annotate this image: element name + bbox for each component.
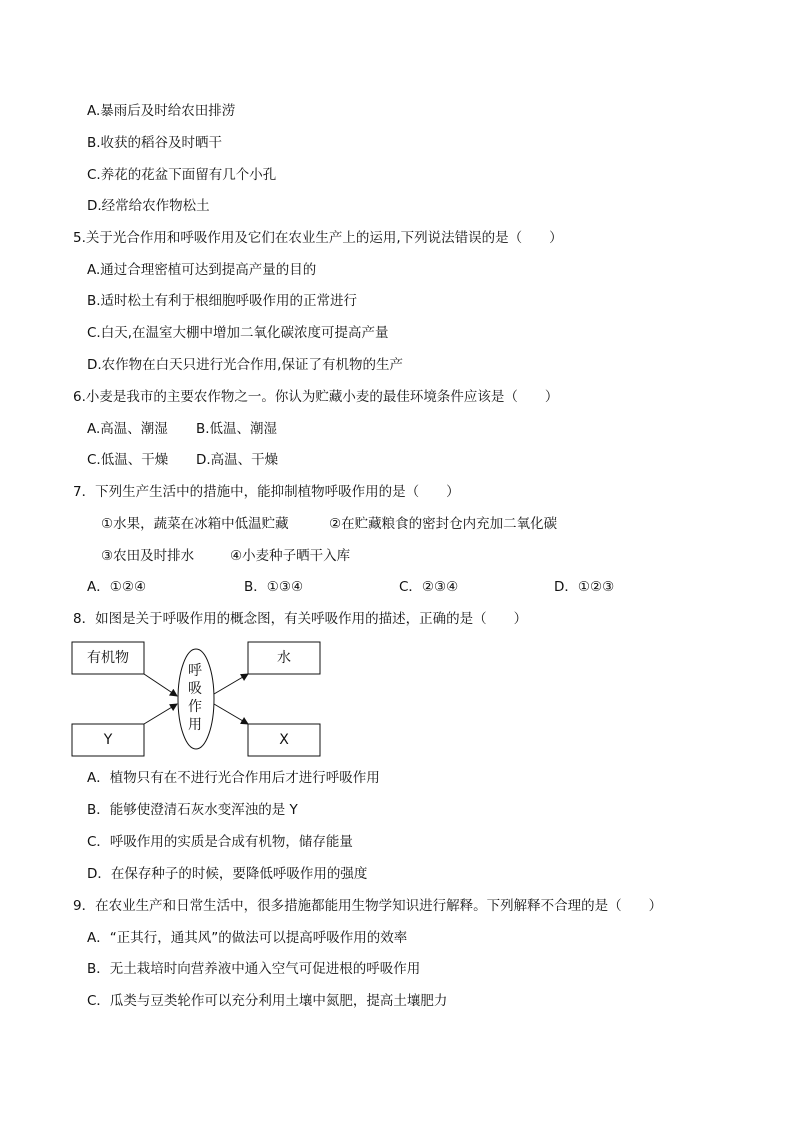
q8-stem: 8．如图是关于呼吸作用的概念图，有关呼吸作用的描述，正确的是（ ） bbox=[73, 611, 528, 627]
q4-option-d: D.经常给农作物松土 bbox=[87, 198, 210, 214]
q9-stem: 9．在农业生产和日常生活中，很多措施都能用生物学知识进行解释。下列解释不合理的是（ ） bbox=[73, 898, 663, 914]
q7-stem: 7．下列生产生活中的措施中，能抑制植物呼吸作用的是（ ） bbox=[73, 484, 460, 500]
label-respiration-char-4: 用 bbox=[188, 717, 202, 733]
arrow-center-to-water bbox=[214, 674, 248, 694]
q7-item-3: ③农田及时排水 bbox=[101, 548, 195, 564]
arrow-center-to-x bbox=[214, 704, 248, 724]
q6-option-b: B.低温、潮湿 bbox=[196, 421, 278, 437]
label-organic-matter: 有机物 bbox=[87, 650, 129, 666]
q9-option-b: B．无土栽培时向营养液中通入空气可促进根的呼吸作用 bbox=[87, 961, 421, 977]
label-x: X bbox=[279, 732, 289, 748]
q5-option-b: B.适时松土有利于根细胞呼吸作用的正常进行 bbox=[87, 293, 358, 309]
q8-option-a: A．植物只有在不进行光合作用后才进行呼吸作用 bbox=[87, 770, 380, 786]
q6-option-d: D.高温、干燥 bbox=[196, 452, 279, 468]
q5-option-a: A.通过合理密植可达到提高产量的目的 bbox=[87, 262, 317, 278]
q9-option-c: C．瓜类与豆类轮作可以充分利用土壤中氮肥，提高土壤肥力 bbox=[87, 993, 448, 1009]
q6-option-c: C.低温、干燥 bbox=[87, 452, 169, 468]
label-respiration bbox=[180, 662, 210, 734]
q4-option-c: C.养花的花盆下面留有几个小孔 bbox=[87, 167, 277, 183]
q7-option-b: B．①③④ bbox=[244, 579, 304, 595]
label-y: Y bbox=[103, 732, 113, 748]
q7-item-1: ①水果，蔬菜在冰箱中低温贮藏 bbox=[101, 516, 289, 532]
label-respiration-char-1: 呼 bbox=[188, 663, 202, 679]
q7-option-a: A．①②④ bbox=[87, 579, 147, 595]
q7-item-4: ④小麦种子晒干入库 bbox=[230, 548, 351, 564]
q4-option-a: A.暴雨后及时给农田排涝 bbox=[87, 103, 236, 119]
q8-option-b: B．能够使澄清石灰水变浑浊的是 Y bbox=[87, 802, 298, 818]
q4-option-b: B.收获的稻谷及时晒干 bbox=[87, 135, 223, 151]
label-respiration-char-3: 作 bbox=[188, 699, 202, 715]
q8-option-c: C．呼吸作用的实质是合成有机物，储存能量 bbox=[87, 834, 353, 850]
q7-option-d: D．①②③ bbox=[554, 579, 615, 595]
respiration-concept-diagram bbox=[70, 638, 326, 760]
q8-option-d: D．在保存种子的时候，要降低呼吸作用的强度 bbox=[87, 866, 368, 882]
q7-option-c: C．②③④ bbox=[399, 579, 459, 595]
q6-stem: 6.小麦是我市的主要农作物之一。你认为贮藏小麦的最佳环境条件应该是（ ） bbox=[73, 389, 559, 405]
q9-option-a: A．“正其行，通其风”的做法可以提高呼吸作用的效率 bbox=[87, 930, 408, 946]
q5-stem: 5.关于光合作用和呼吸作用及它们在农业生产上的运用,下列说法错误的是（ ） bbox=[73, 230, 563, 246]
q6-option-a: A.高温、潮湿 bbox=[87, 421, 168, 437]
q7-item-2: ②在贮藏粮食的密封仓内充加二氧化碳 bbox=[329, 516, 558, 532]
q5-option-d: D.农作物在白天只进行光合作用,保证了有机物的生产 bbox=[87, 357, 403, 373]
label-respiration-char-2: 吸 bbox=[188, 681, 202, 697]
arrow-organic-to-center bbox=[144, 674, 177, 696]
label-water: 水 bbox=[277, 650, 291, 666]
arrow-y-to-center bbox=[144, 704, 177, 724]
q5-option-c: C.白天,在温室大棚中增加二氧化碳浓度可提高产量 bbox=[87, 325, 389, 341]
